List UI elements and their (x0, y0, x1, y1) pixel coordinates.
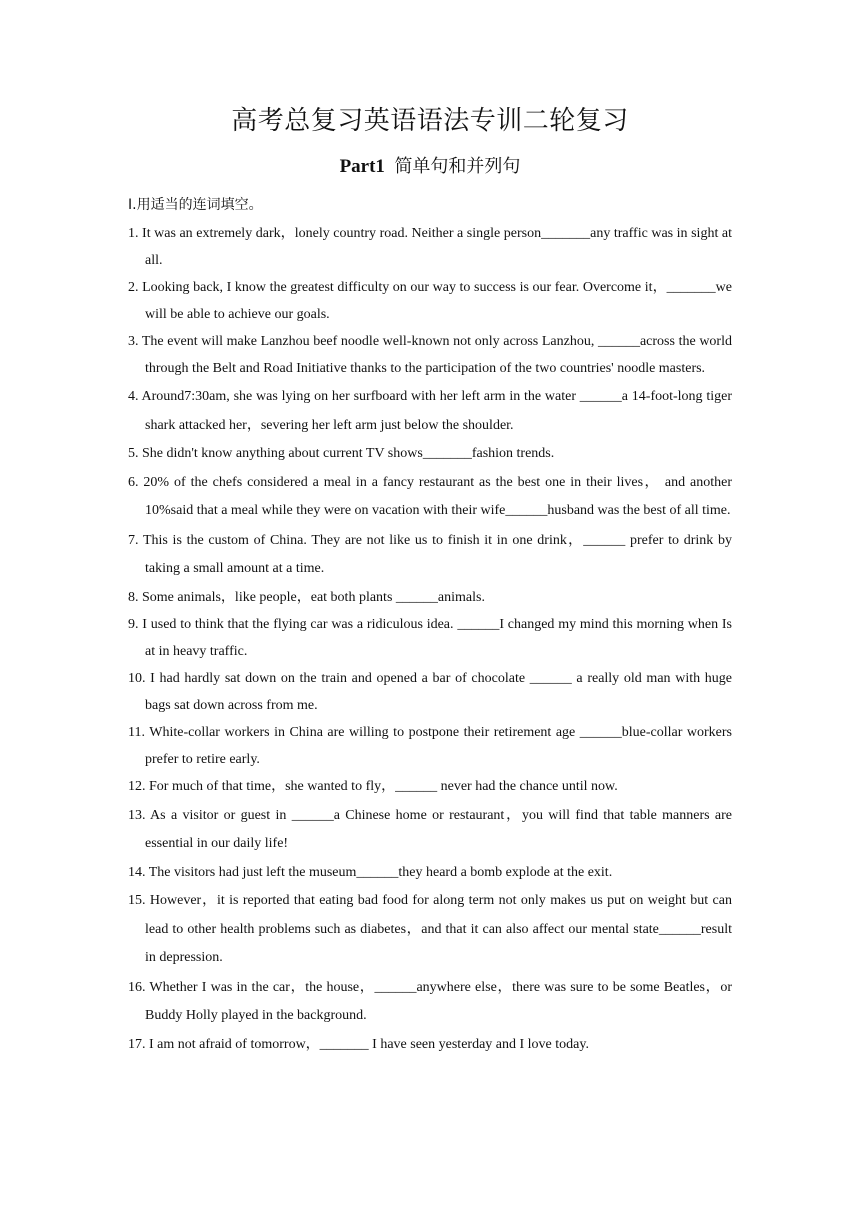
question-item: 6. 20% of the chefs considered a meal in a fancy restaurant as the best one in their lives， and another 10%said that a meal while they were on vacation with their wife______husband was the best of all time. (128, 474, 732, 518)
question-item: 13. As a visitor or guest in ______a Chinese home or restaurant，you will find that table manners are essential in our daily life! (128, 807, 732, 851)
question-item: 15. However，it is reported that eating bad food for along term not only makes us put on weight but can lead to other health problems such as diabetes，and that it can also affect our mental state______result in depression. (128, 893, 732, 965)
question-item: 3. The event will make Lanzhou beef noodle well-known not only across Lanzhou, ______across the world through the Belt and Road Initiative thanks to the participation of the two countries' noodle masters. (128, 334, 732, 376)
question-item: 16. Whether I was in the car，the house，______anywhere else，there was sure to be some Beatles，or Buddy Holly played in the background. (128, 979, 732, 1023)
question-item: 12. For much of that time，she wanted to fly，______ never had the chance until now. (128, 779, 618, 794)
question-item: 2. Looking back, I know the greatest difficulty on our way to success is our fear. Overcome it，_______we will be able to achieve our goals. (128, 280, 732, 322)
question-item: 11. White-collar workers in China are willing to postpone their retirement age ______blue-collar workers prefer to retire early. (128, 725, 732, 767)
question-item: 8. Some animals，like people，eat both plants ______animals. (128, 589, 485, 605)
question-item: 9. I used to think that the flying car was a ridiculous idea. ______I changed my mind this morning when Is at in heavy traffic. (128, 617, 732, 659)
exercise-instruction: I.用适当的连词填空。 (128, 197, 263, 213)
question-list (128, 221, 732, 1059)
question-item: 5. She didn't know anything about current TV shows_______fashion trends. (128, 446, 555, 461)
question-item: 1. It was an extremely dark，lonely country road. Neither a single person_______any traffic was in sight at all. (128, 226, 732, 268)
subtitle-topic: 简单句和并列句 (394, 156, 521, 177)
question-item: 7. This is the custom of China. They are not like us to finish it in one drink，______ prefer to drink by taking a small amount at a time. (128, 532, 732, 576)
question-item: 17. I am not afraid of tomorrow，_______ I have seen yesterday and I love today. (128, 1036, 589, 1052)
question-item: 14. The visitors had just left the museum______they heard a bomb explode at the exit. (128, 864, 613, 880)
page-subtitle (0, 152, 860, 182)
subtitle-part-label: Part1 (339, 156, 385, 177)
question-item: 10. I had hardly sat down on the train and opened a bar of chocolate ______ a really old man with huge bags sat down across from me. (128, 671, 732, 713)
question-item: 4. Around7:30am, she was lying on her surfboard with her left arm in the water ______a 14-foot-long tiger shark attacked her，severing her left arm just below the shoulder. (128, 389, 732, 433)
page-title: 高考总复习英语语法专训二轮复习 (231, 106, 629, 136)
